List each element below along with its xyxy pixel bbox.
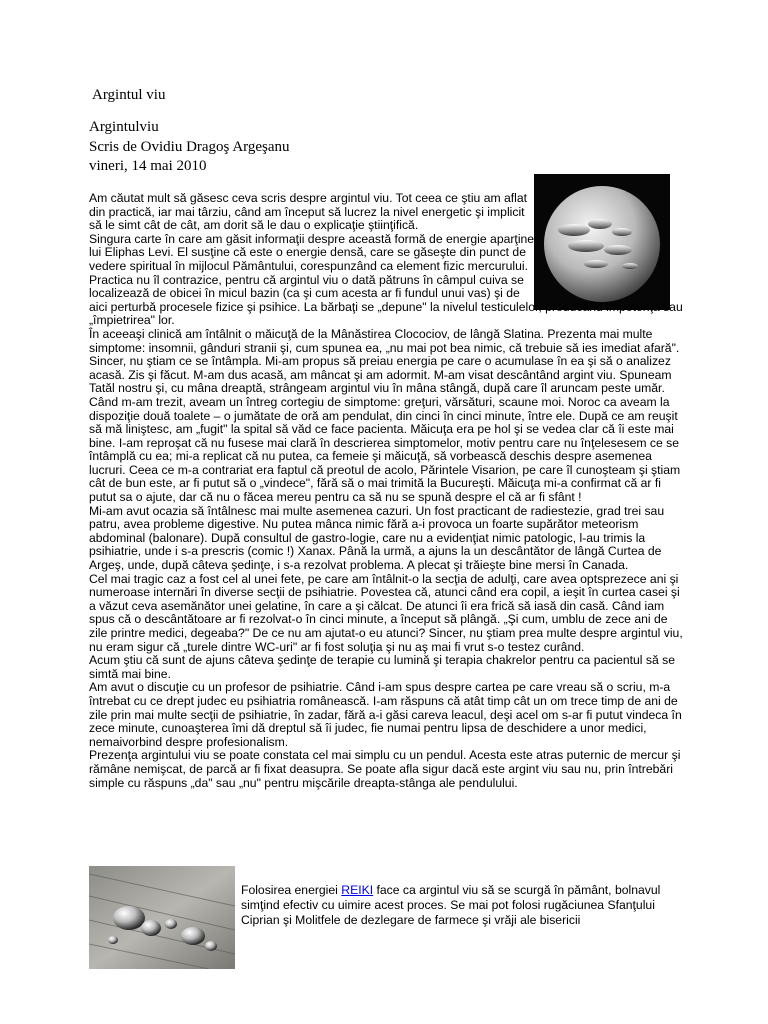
reiki-link[interactable]: REIKI	[341, 883, 374, 897]
mercury-beads-image	[89, 866, 235, 969]
lower-text	[241, 883, 671, 928]
reiki-paragraph	[241, 883, 671, 928]
paragraph: Acum ştiu că sunt de ajuns câteva şedinţe de terapie cu lumină şi terapia chakrelor pentru ca pacientul să se simtă mai bine.	[89, 653, 676, 681]
article-body	[89, 192, 689, 790]
article-date: vineri, 14 mai 2010	[89, 158, 207, 174]
paragraph: În aceeaşi clinică am întâlnit o măicuţă de la Mânăstirea Clocociov, de lângă Slatina. Prezenta mai multe simptome: insomnii, gânduri stranii şi, cum spunea ea, „nu mai pot bea nimic, că trebuie să ies imediat afară". Sincer, nu ştiam ce se întâmpla. Mi-am propus să preiau energia pe care o acumulase în ea şi să o analizez acasă. Zis şi făcut. M-am dus acasă, am mâncat şi am adormit. M-am visat descântând argint viu. Spuneam Tatăl nostru şi, cu mâna dreaptă, strângeam argintul viu în mâna stângă, după care îl aruncam peste umăr. Când m-am trezit, aveam un întreg cortegiu de simptome: greţuri, vărsături, scaune moi. Noroc ca aveam la dispoziţie două toalete – o jumătate de oră am pendulat, din cinci în cinci minute, între ele. După ce am reuşit să mă liniştesc, am „fugit" la spital să văd ce face pacienta. Măicuţa era pe hol şi se vedea clar că îi este mai bine. I-am reproşat că nu fusese mai clară în descrierea simptomelor, motiv pentru care nu înţelesesem ce se întâmplă cu ea; mi-a replicat că nu putea, ca femeie şi măicuţă, să vorbească deschis despre asemenea lucruri. Ceea ce m-a contrariat era faptul că preotul de acolo, Părintele Visarion, pe care îl cunoşteam şi ştiam cât de bun este, ar fi putut să o „vindece", fără să o mai trimită la Bucureşti. Măicuţa mi-a confirmat că ar fi putut sa o ajute, dar că nu o făcea mereu pentru ca să nu se spună despre el că ar fi sfânt !	[89, 326, 681, 505]
article-name: Argintulviu	[89, 119, 159, 135]
paragraph: Singura carte în care am găsit informaţii despre această formă de energie aparţine lui Eliphas Levi. El susţine că este o energie densă, care se găseşte din punct de vedere spiritual în mijlocul Pământului, corespunzând ca element fizic mercurului. Practica nu îl contrazice, pentru că argintul viu o dată pătruns în câmpul cuiva se localizează de obicei în micul bazin (ca şi cum acesta ar fi fundul unui vas) şi de aici perturbă procesele fizice şi psihice. La bărbaţi se „depune" la nivelul testiculelor, producând impotenţă sau „împietrirea" lor.	[89, 231, 683, 328]
page-title: Argintul viu	[92, 87, 166, 103]
paragraph: Mi-am avut ocazia să întâlnesc mai multe asemenea cazuri. Un fost practicant de radiestezie, grad trei sau patru, avea probleme digestive. Nu putea mânca nimic fără a-i provoca un foarte supărător meteorism abdominal (balonare). După consultul de gastro-logie, care nu a evidenţiat nimic patologic, l-au trimis la psihiatrie, unde i s-a prescris (comic !) Xanax. Până la urmă, a ajuns la un descântător de lângă Curtea de Argeş, unde, după câteva şedinţe, i s-a rezolvat problema. A plecat şi trăieşte bine mersi în Canada.	[89, 503, 665, 573]
paragraph: Prezenţa argintului viu se poate constata cel mai simplu cu un pendul. Acesta este atras puternic de mercur şi rămâne nemişcat, de parcă ar fi fixat deasupra. Se poate afla sigur dacă este argint viu sau nu, prin întrebări simple cu răspuns „da" sau „nu" pentru mişcările dreapta-stânga ale pendulului.	[89, 748, 681, 790]
article-author: Scris de Ovidiu Dragoş Argeşanu	[89, 138, 290, 155]
paragraph: Am căutat mult să găsesc ceva scris despre argintul viu. Tot ceea ce ştiu am aflat din practică, iar mai târziu, când am început să lucrez la nivel energetic şi implicit să le simt cât de cât, am dorit să le dau o explicaţie ştiinţifică.	[89, 191, 528, 233]
reiki-text-start: Folosirea energiei	[241, 883, 342, 897]
article-meta	[89, 118, 290, 177]
paragraph: Am avut o discuţie cu un profesor de psihiatrie. Când i-am spus despre cartea pe care vreau să o scriu, m-a întrebat cu ce drept judec eu psihiatria românească. I-am răspuns că atât timp cât un om trece timp de ani de zile prin mai multe secţii de psihiatrie, în zadar, fără a-i găsi careva leacul, deşi acel om s-ar fi putut vindeca în zece minute, cunoaşterea îmi dă dreptul să îi judec, fie numai pentru lipsa de deschidere a unor medici, nemaivorbind despre profesionalism.	[89, 680, 682, 749]
paragraph: Cel mai tragic caz a fost cel al unei fete, pe care am întâlnit-o la secţia de adulţi, care avea optsprezece ani şi numeroase internări în diverse secţii de psihiatrie. Povestea că, atunci când era copil, a ieşit în curtea casei şi a văzut ceva asemănător unei gelatine, în care a şi călcat. De atunci îi era frică să iasă din casă. Când iam spus că o descântătoare ar fi rezolvat-o în cinci minute, a început să plângă. „Şi cum, umblu de zece ani de zile printre medici, degeaba?" De ce nu am ajutat-o eu atunci? Sincer, nu ştiam prea multe despre argintul viu, nu eram sigur că „turele dintre WC-uri" ar fi fost soluţia şi nu aş mai fi vrut s-o testez curând.	[89, 571, 683, 654]
reiki-text-end: face ca argintul viu să se scurgă în pământ, bolnavul simţind efectiv cu uimire acest proces. Se mai pot folosi rugăciunea Sfanţului Ciprian şi Molitfele de dezlegare de farmece şi vrăji ale bisericii	[241, 883, 661, 927]
